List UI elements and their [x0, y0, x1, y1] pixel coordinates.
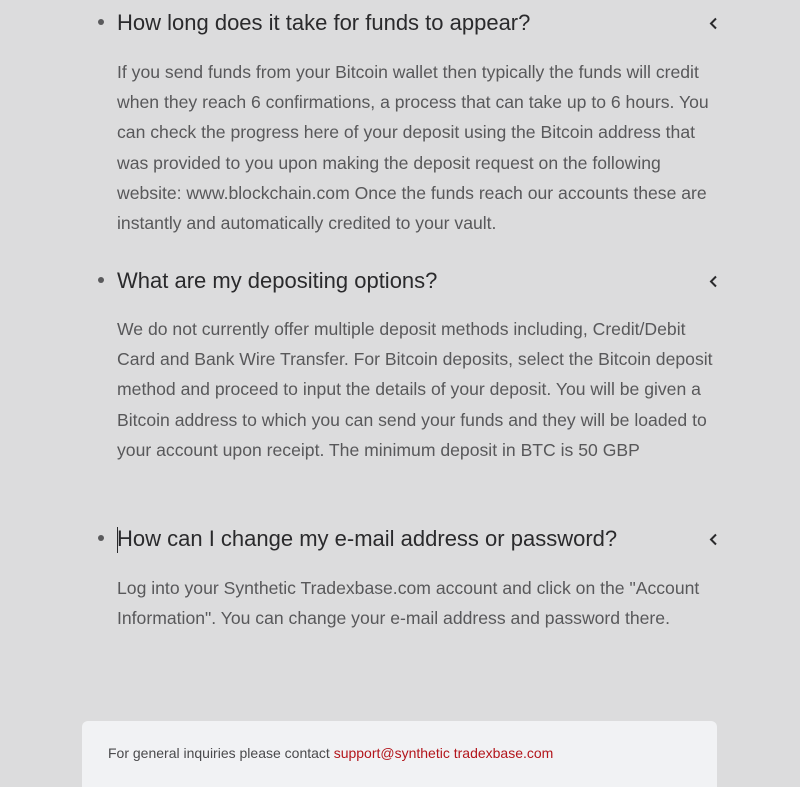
faq-answer: Log into your Synthetic Tradexbase.com account and click on the "Account Information". You can change your e-mail address and password there.	[117, 578, 700, 629]
bullet-icon	[98, 19, 104, 25]
faq-question-toggle[interactable]	[98, 265, 722, 297]
contact-prefix: For general inquiries please contact	[108, 745, 334, 761]
bullet-icon	[98, 535, 104, 541]
chevron-left-icon[interactable]	[706, 265, 720, 297]
faq-question-text: How long does it take for funds to appear?	[117, 10, 531, 35]
chevron-left-icon[interactable]	[706, 523, 720, 555]
contact-footer	[82, 721, 717, 787]
bullet-icon	[98, 277, 104, 283]
faq-answer: If you send funds from your Bitcoin wallet then typically the funds will credit when they reach 6 confirmations, a process that can take up to 6 hours. You can check the progress here of your deposit using the Bitcoin address that was provided to you upon making the deposit request on the following website: www.blockchain.com Once the funds reach our accounts these are instantly and automatically credited to your vault.	[117, 62, 709, 234]
faq-question-text: What are my depositing options?	[117, 268, 438, 293]
faq-question-text: How can I change my e-mail address or password?	[117, 526, 618, 551]
faq-question-toggle[interactable]	[98, 523, 722, 555]
contact-text	[108, 743, 553, 763]
chevron-left-icon[interactable]	[706, 7, 720, 39]
faq-answer: We do not currently offer multiple deposit methods including, Credit/Debit Card and Bank Wire Transfer. For Bitcoin deposits, select the Bitcoin deposit method and proceed to input the details of your deposit. You will be given a Bitcoin address to which you can send your funds and they will be loaded to your account upon receipt. The minimum deposit in BTC is 50 GBP	[117, 319, 713, 460]
faq-question-toggle[interactable]	[98, 7, 722, 39]
support-email-link[interactable]: support@synthetic tradexbase.com	[333, 745, 554, 761]
